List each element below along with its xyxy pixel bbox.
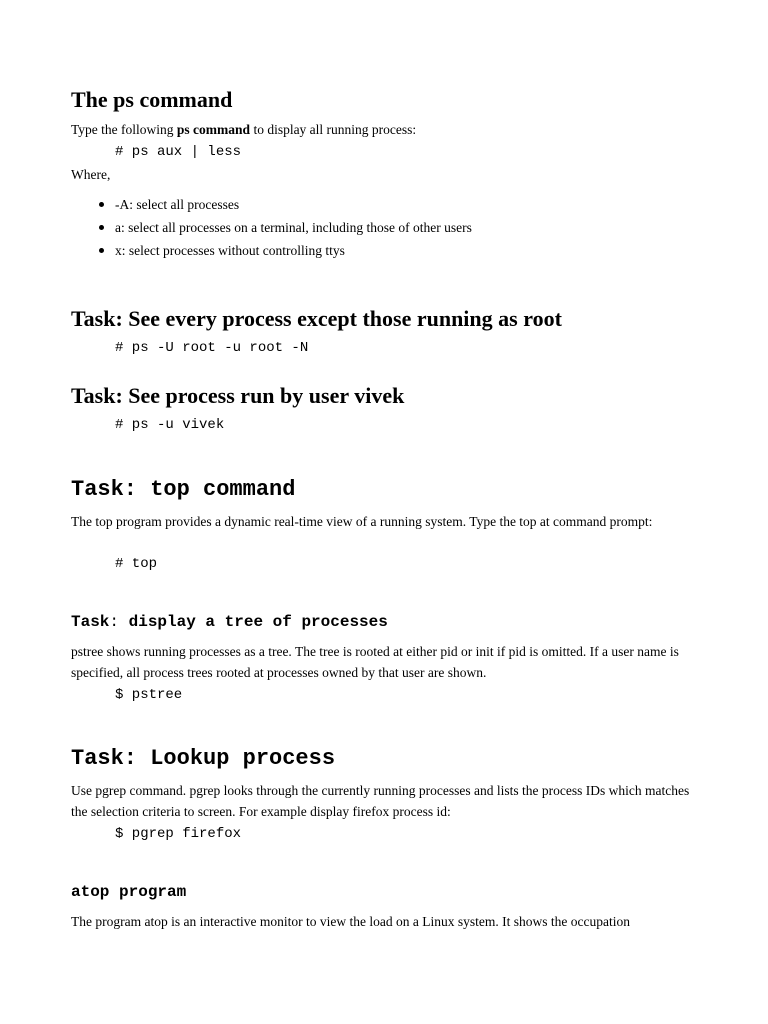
ps-aux-code: # ps aux | less — [115, 144, 242, 160]
task-not-root-heading — [71, 306, 562, 332]
task-top-heading: Task: top command — [71, 477, 296, 502]
task-label: Task — [71, 613, 110, 631]
task-lookup-heading: Task: Lookup process — [71, 746, 336, 771]
bullet-icon — [99, 248, 104, 253]
list-item: x: select processes without controlling ttys — [71, 239, 472, 262]
task-label: Task: — [71, 383, 123, 408]
ps-intro-bold: ps command — [176, 122, 251, 137]
task-tree-heading — [71, 612, 388, 632]
ps-vivek-code: # ps -u vivek — [115, 417, 225, 433]
top-code: # top — [115, 556, 158, 572]
ps-command-intro — [71, 119, 701, 140]
ps-options-list — [71, 193, 472, 262]
pstree-description: pstree shows running processes as a tree. The tree is rooted at either pid or init if pid is omitted. If a user name is specified, all process trees rooted at processes owned by that user are shown. — [71, 644, 679, 680]
task-colon: : — [109, 613, 120, 631]
atop-heading: atop program — [71, 883, 187, 901]
pstree-code: $ pstree — [115, 687, 183, 703]
top-description: The top program provides a dynamic real-time view of a running system. Type the top at command prompt: — [71, 514, 653, 529]
ps-intro-text-start: Type the following — [71, 122, 177, 137]
task-vivek-heading — [71, 383, 404, 409]
bullet-icon — [99, 225, 104, 230]
task-title: display a tree of processes — [119, 613, 388, 631]
ps-not-root-code: # ps -U root -u root -N — [115, 340, 309, 356]
ps-intro-text-end: to display all running process: — [250, 122, 417, 137]
task-title: See every process except those running as root — [122, 306, 562, 331]
bullet-icon — [99, 202, 104, 207]
ps-command-heading: The ps command — [71, 87, 233, 112]
task-title: See process run by user vivek — [122, 383, 405, 408]
pgrep-code: $ pgrep firefox — [115, 826, 242, 842]
list-item: a: select all processes on a terminal, including those of other users — [71, 216, 472, 239]
atop-description: The program atop is an interactive monitor to view the load on a Linux system. It shows the occupation — [71, 914, 630, 929]
list-item: -A: select all processes — [71, 193, 472, 216]
task-label: Task: — [71, 306, 123, 331]
pgrep-description: Use pgrep command. pgrep looks through the currently running processes and lists the process IDs which matches the selection criteria to screen. For example display firefox process id: — [71, 783, 690, 819]
where-label: Where, — [71, 167, 111, 182]
